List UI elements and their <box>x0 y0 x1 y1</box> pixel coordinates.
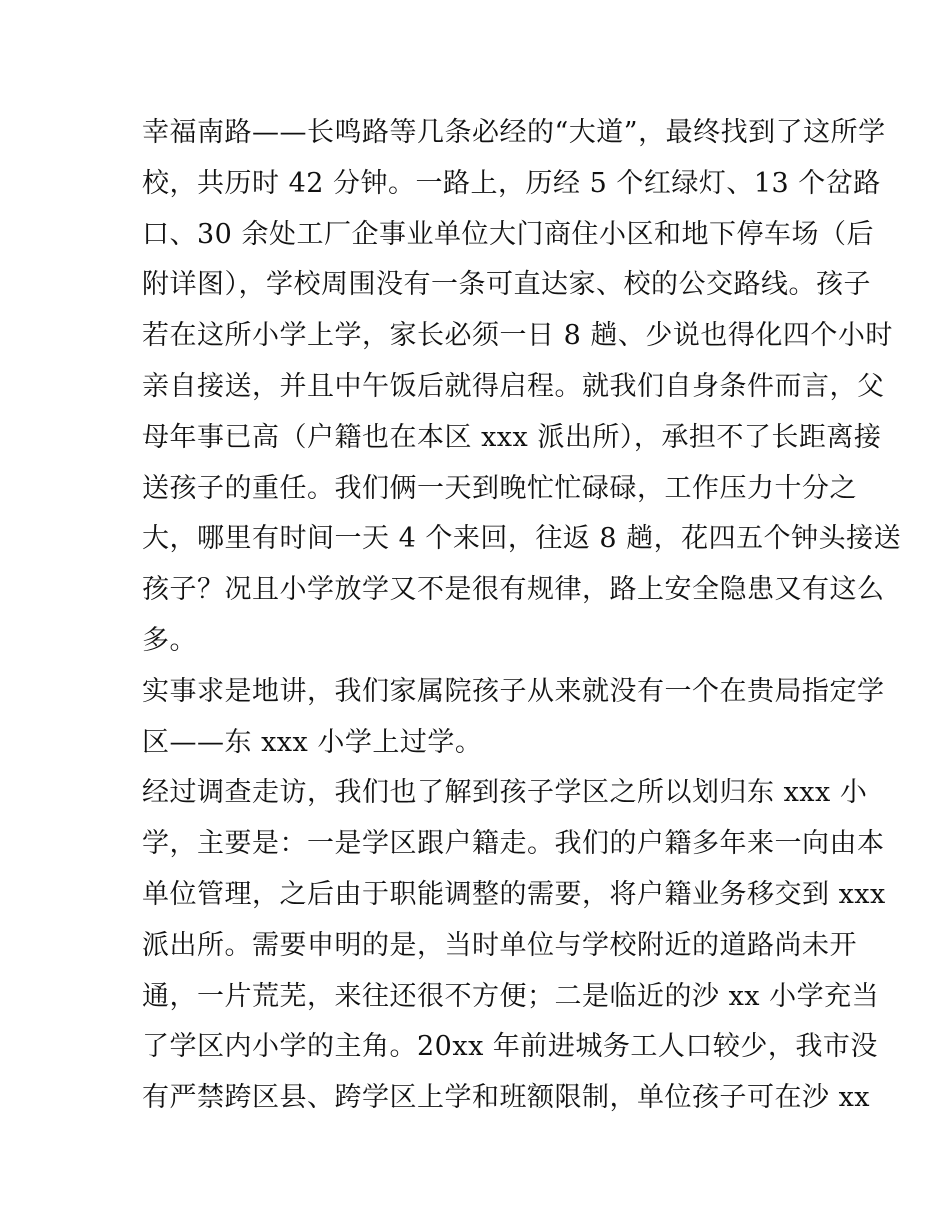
text-line: 送孩子的重任。我们俩一天到晚忙忙碌碌，工作压力十分之 <box>142 472 857 504</box>
text-line: 区——东 xxx 小学上过学。 <box>142 726 483 758</box>
text-line: 若在这所小学上学，家长必须一日 8 趟、少说也得化四个小时 <box>142 320 893 352</box>
text-line: 通，一片荒芜，来往还很不方便；二是临近的沙 xx 小学充当 <box>142 980 880 1012</box>
text-line: 附详图），学校周围没有一条可直达家、校的公交路线。孩子 <box>142 269 871 301</box>
text-line: 了学区内小学的主角。20xx 年前进城务工人口较少，我市没 <box>142 1031 878 1063</box>
document-body <box>142 108 902 1124</box>
text-line: 校，共历时 42 分钟。一路上，历经 5 个红绿灯、13 个岔路 <box>142 167 881 199</box>
text-line: 孩子？况且小学放学又不是很有规律，路上安全隐患又有这么 <box>142 574 885 606</box>
text-line: 派出所。需要申明的是，当时单位与学校附近的道路尚未开 <box>142 929 857 961</box>
text-line: 大，哪里有时间一天 4 个来回，往返 8 趟，花四五个钟头接送 <box>142 523 902 555</box>
text-line: 亲自接送，并且中午饭后就得启程。就我们自身条件而言，父 <box>142 370 885 402</box>
text-line: 单位管理，之后由于职能调整的需要，将户籍业务移交到 xxx <box>142 878 886 910</box>
text-line: 实事求是地讲，我们家属院孩子从来就没有一个在贵局指定学 <box>142 675 885 707</box>
text-line: 多。 <box>142 624 197 656</box>
text-line: 幸福南路——长鸣路等几条必经的“大道”，最终找到了这所学 <box>142 117 886 148</box>
text-line: 母年事已高（户籍也在本区 xxx 派出所），承担不了长距离接 <box>142 421 882 453</box>
text-line: 经过调查走访，我们也了解到孩子学区之所以划归东 xxx 小 <box>142 777 868 809</box>
text-line: 学，主要是：一是学区跟户籍走。我们的户籍多年来一向由本 <box>142 828 885 860</box>
text-line: 口、30 余处工厂企事业单位大门商住小区和地下停车场（后 <box>142 218 874 250</box>
text-line: 有严禁跨区县、跨学区上学和班额限制，单位孩子可在沙 xx <box>142 1082 871 1114</box>
